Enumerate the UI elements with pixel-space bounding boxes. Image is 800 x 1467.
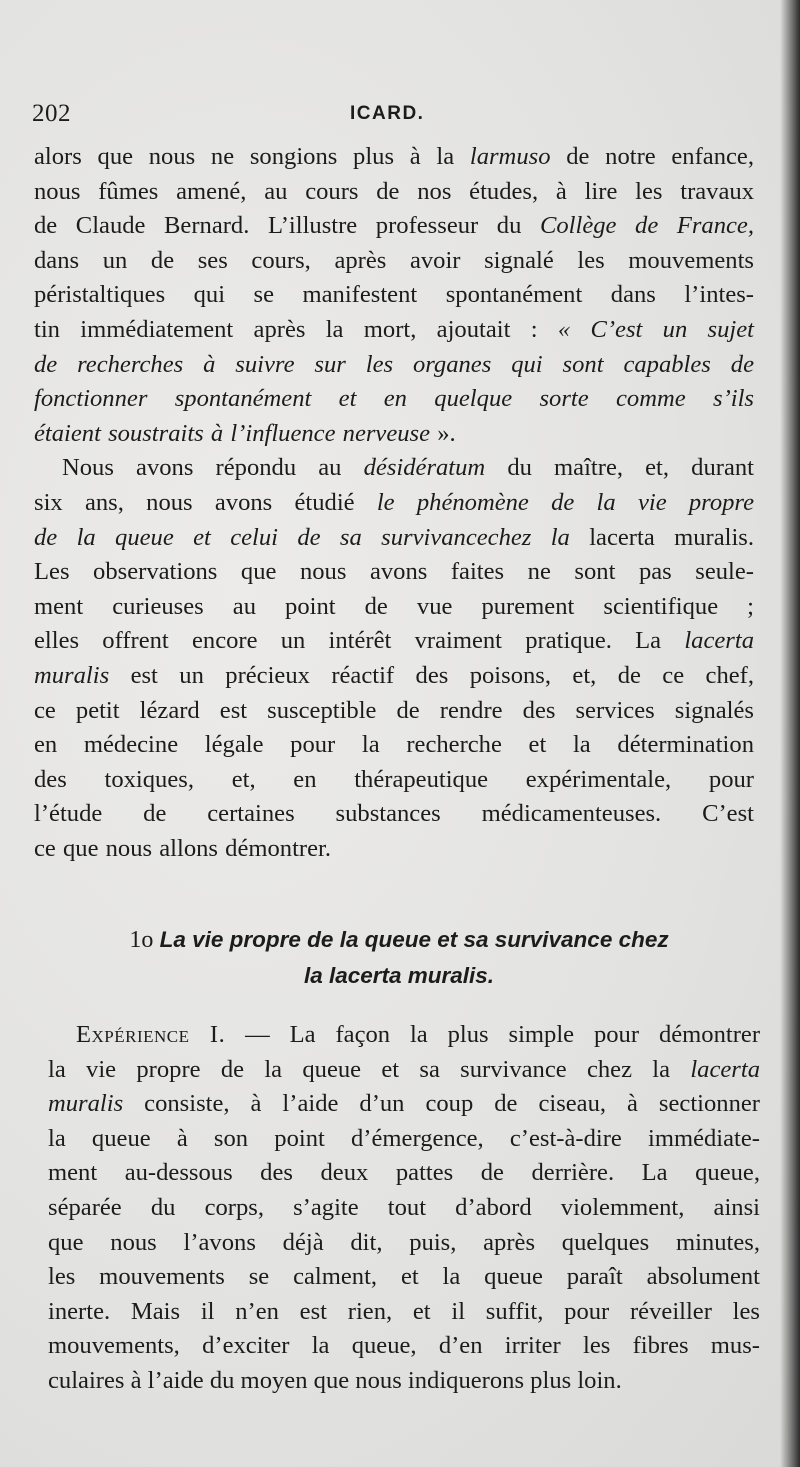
text-segment: que nous l’avons déjà dit, puis, après quelques minutes, — [48, 1228, 760, 1256]
text-line — [34, 624, 754, 659]
text-segment: de recherches à suivre sur les organes qui sont capables de — [34, 350, 754, 378]
text-segment: ment curieuses au point de vue purement scientifique ; — [34, 592, 754, 620]
text-line — [34, 659, 754, 694]
text-segment: en médecine légale pour la recherche et la détermination — [34, 731, 754, 759]
text-segment: muralis — [48, 1090, 124, 1118]
text-segment: consiste, à l’aide d’un coup de ciseau, à sectionner — [123, 1090, 760, 1118]
text-line — [34, 590, 754, 625]
text-segment: étaient soustraits à l’influence nerveuse — [34, 419, 431, 447]
text-segment: larmuso — [469, 143, 551, 170]
paragraph-3 — [48, 1018, 760, 1399]
text-segment: l’étude de certaines substances médicamenteuses. C’est — [34, 800, 754, 828]
paragraph-1 — [34, 140, 754, 451]
text-line — [34, 694, 754, 729]
text-line — [34, 417, 754, 452]
text-line — [34, 555, 754, 590]
text-segment: des toxiques, et, en thérapeutique expérimentale, pour — [34, 765, 754, 793]
text-line — [34, 382, 754, 417]
text-segment: de Claude Bernard. L’illustre professeur du — [34, 212, 540, 240]
text-line — [34, 763, 754, 798]
text-segment: fonctionner spontanément et en quelque sorte comme s’ils — [34, 385, 754, 413]
page-spine-shadow — [780, 0, 800, 1467]
text-line — [48, 1156, 760, 1191]
text-line — [48, 1087, 760, 1122]
text-segment: Nous avons répondu au — [62, 454, 364, 482]
text-line — [34, 244, 754, 279]
text-segment: le phénomène de la vie propre — [376, 488, 754, 516]
body-text-upper — [34, 140, 754, 866]
text-segment: culaires à l’aide du moyen que nous indiquerons plus loin. — [48, 1366, 622, 1394]
text-segment: — La façon la plus simple pour démontrer — [225, 1021, 761, 1048]
text-segment: nous fûmes amené, au cours de nos études, à lire les travaux — [34, 177, 754, 205]
text-line — [34, 278, 754, 313]
text-line — [48, 1260, 760, 1295]
text-segment: désidératum — [363, 454, 486, 482]
section-heading — [44, 922, 754, 994]
section-heading-line-2: la lacerta muralis. — [303, 963, 495, 988]
running-head: ICARD. — [350, 103, 425, 124]
text-segment: « C’est un sujet — [557, 315, 755, 343]
text-line — [34, 521, 754, 556]
text-segment: du maître, et, durant — [485, 454, 754, 482]
experiment-label: Expérience I. — [76, 1021, 226, 1048]
text-line — [34, 348, 754, 383]
text-segment: les mouvements se calment, et la queue paraît absolument — [48, 1263, 760, 1291]
text-segment: péristaltiques qui se manifestent spontanément dans l’intes- — [34, 281, 754, 309]
text-segment: ment au-dessous des deux pattes de derrière. La queue, — [48, 1159, 760, 1187]
text-segment: de la queue et celui de sa survivancechez la — [34, 523, 570, 551]
text-segment: tin immédiatement après la mort, ajoutait : — [34, 315, 558, 343]
text-segment: inerte. Mais il n’en est rien, et il suffit, pour réveiller les — [48, 1297, 760, 1325]
text-line — [34, 797, 754, 832]
section-heading-text-1: La vie propre de la queue et sa survivance chez — [159, 927, 669, 952]
body-text-lower — [48, 1018, 760, 1399]
text-segment: séparée du corps, s’agite tout d’abord violemment, ainsi — [48, 1193, 760, 1221]
text-segment: dans un de ses cours, après avoir signalé les mouvements — [34, 246, 754, 274]
text-segment: Collège de France, — [539, 212, 754, 240]
text-line — [48, 1018, 760, 1053]
text-line — [48, 1053, 760, 1088]
text-segment: est un précieux réactif des poisons, et, de ce chef, — [109, 661, 754, 689]
text-segment: de notre enfance, — [550, 143, 754, 170]
page-number: 202 — [32, 100, 71, 127]
text-line — [48, 1295, 760, 1330]
text-segment: muralis — [34, 661, 110, 689]
text-line — [34, 486, 754, 521]
text-line — [34, 451, 754, 486]
text-line — [34, 832, 754, 867]
text-segment: lacerta — [690, 1055, 760, 1083]
section-number: 1o — [129, 927, 154, 953]
paragraph-2 — [34, 451, 754, 866]
text-segment: six ans, nous avons étudié — [34, 488, 377, 516]
text-line — [34, 140, 754, 175]
text-segment: ce petit lézard est susceptible de rendre des services signalés — [34, 696, 754, 724]
text-segment: ». — [430, 419, 456, 447]
text-line — [34, 175, 754, 210]
text-line — [34, 209, 754, 244]
text-segment: elles offrent encore un intérêt vraiment pratique. La — [34, 627, 685, 655]
text-line — [48, 1364, 760, 1399]
text-line — [48, 1329, 760, 1364]
text-line — [34, 313, 754, 348]
text-segment: la queue à son point d’émergence, c’est-à-dire immédiate- — [48, 1124, 760, 1152]
text-line — [48, 1191, 760, 1226]
section-heading-line-1 — [44, 922, 754, 958]
text-line — [48, 1226, 760, 1261]
text-segment: ce que nous allons démontrer. — [34, 834, 331, 862]
text-segment: lacerta — [684, 627, 754, 655]
text-segment: alors que nous ne songions plus à la — [34, 143, 470, 170]
text-line — [34, 728, 754, 763]
text-segment: mouvements, d’exciter la queue, d’en irriter les fibres mus- — [48, 1332, 760, 1360]
text-segment: la vie propre de la queue et sa survivance chez la — [48, 1055, 691, 1083]
text-segment: lacerta muralis. — [569, 523, 754, 551]
text-segment: Les observations que nous avons faites ne sont pas seule- — [34, 558, 754, 586]
text-line — [48, 1122, 760, 1157]
page-header — [30, 100, 750, 130]
